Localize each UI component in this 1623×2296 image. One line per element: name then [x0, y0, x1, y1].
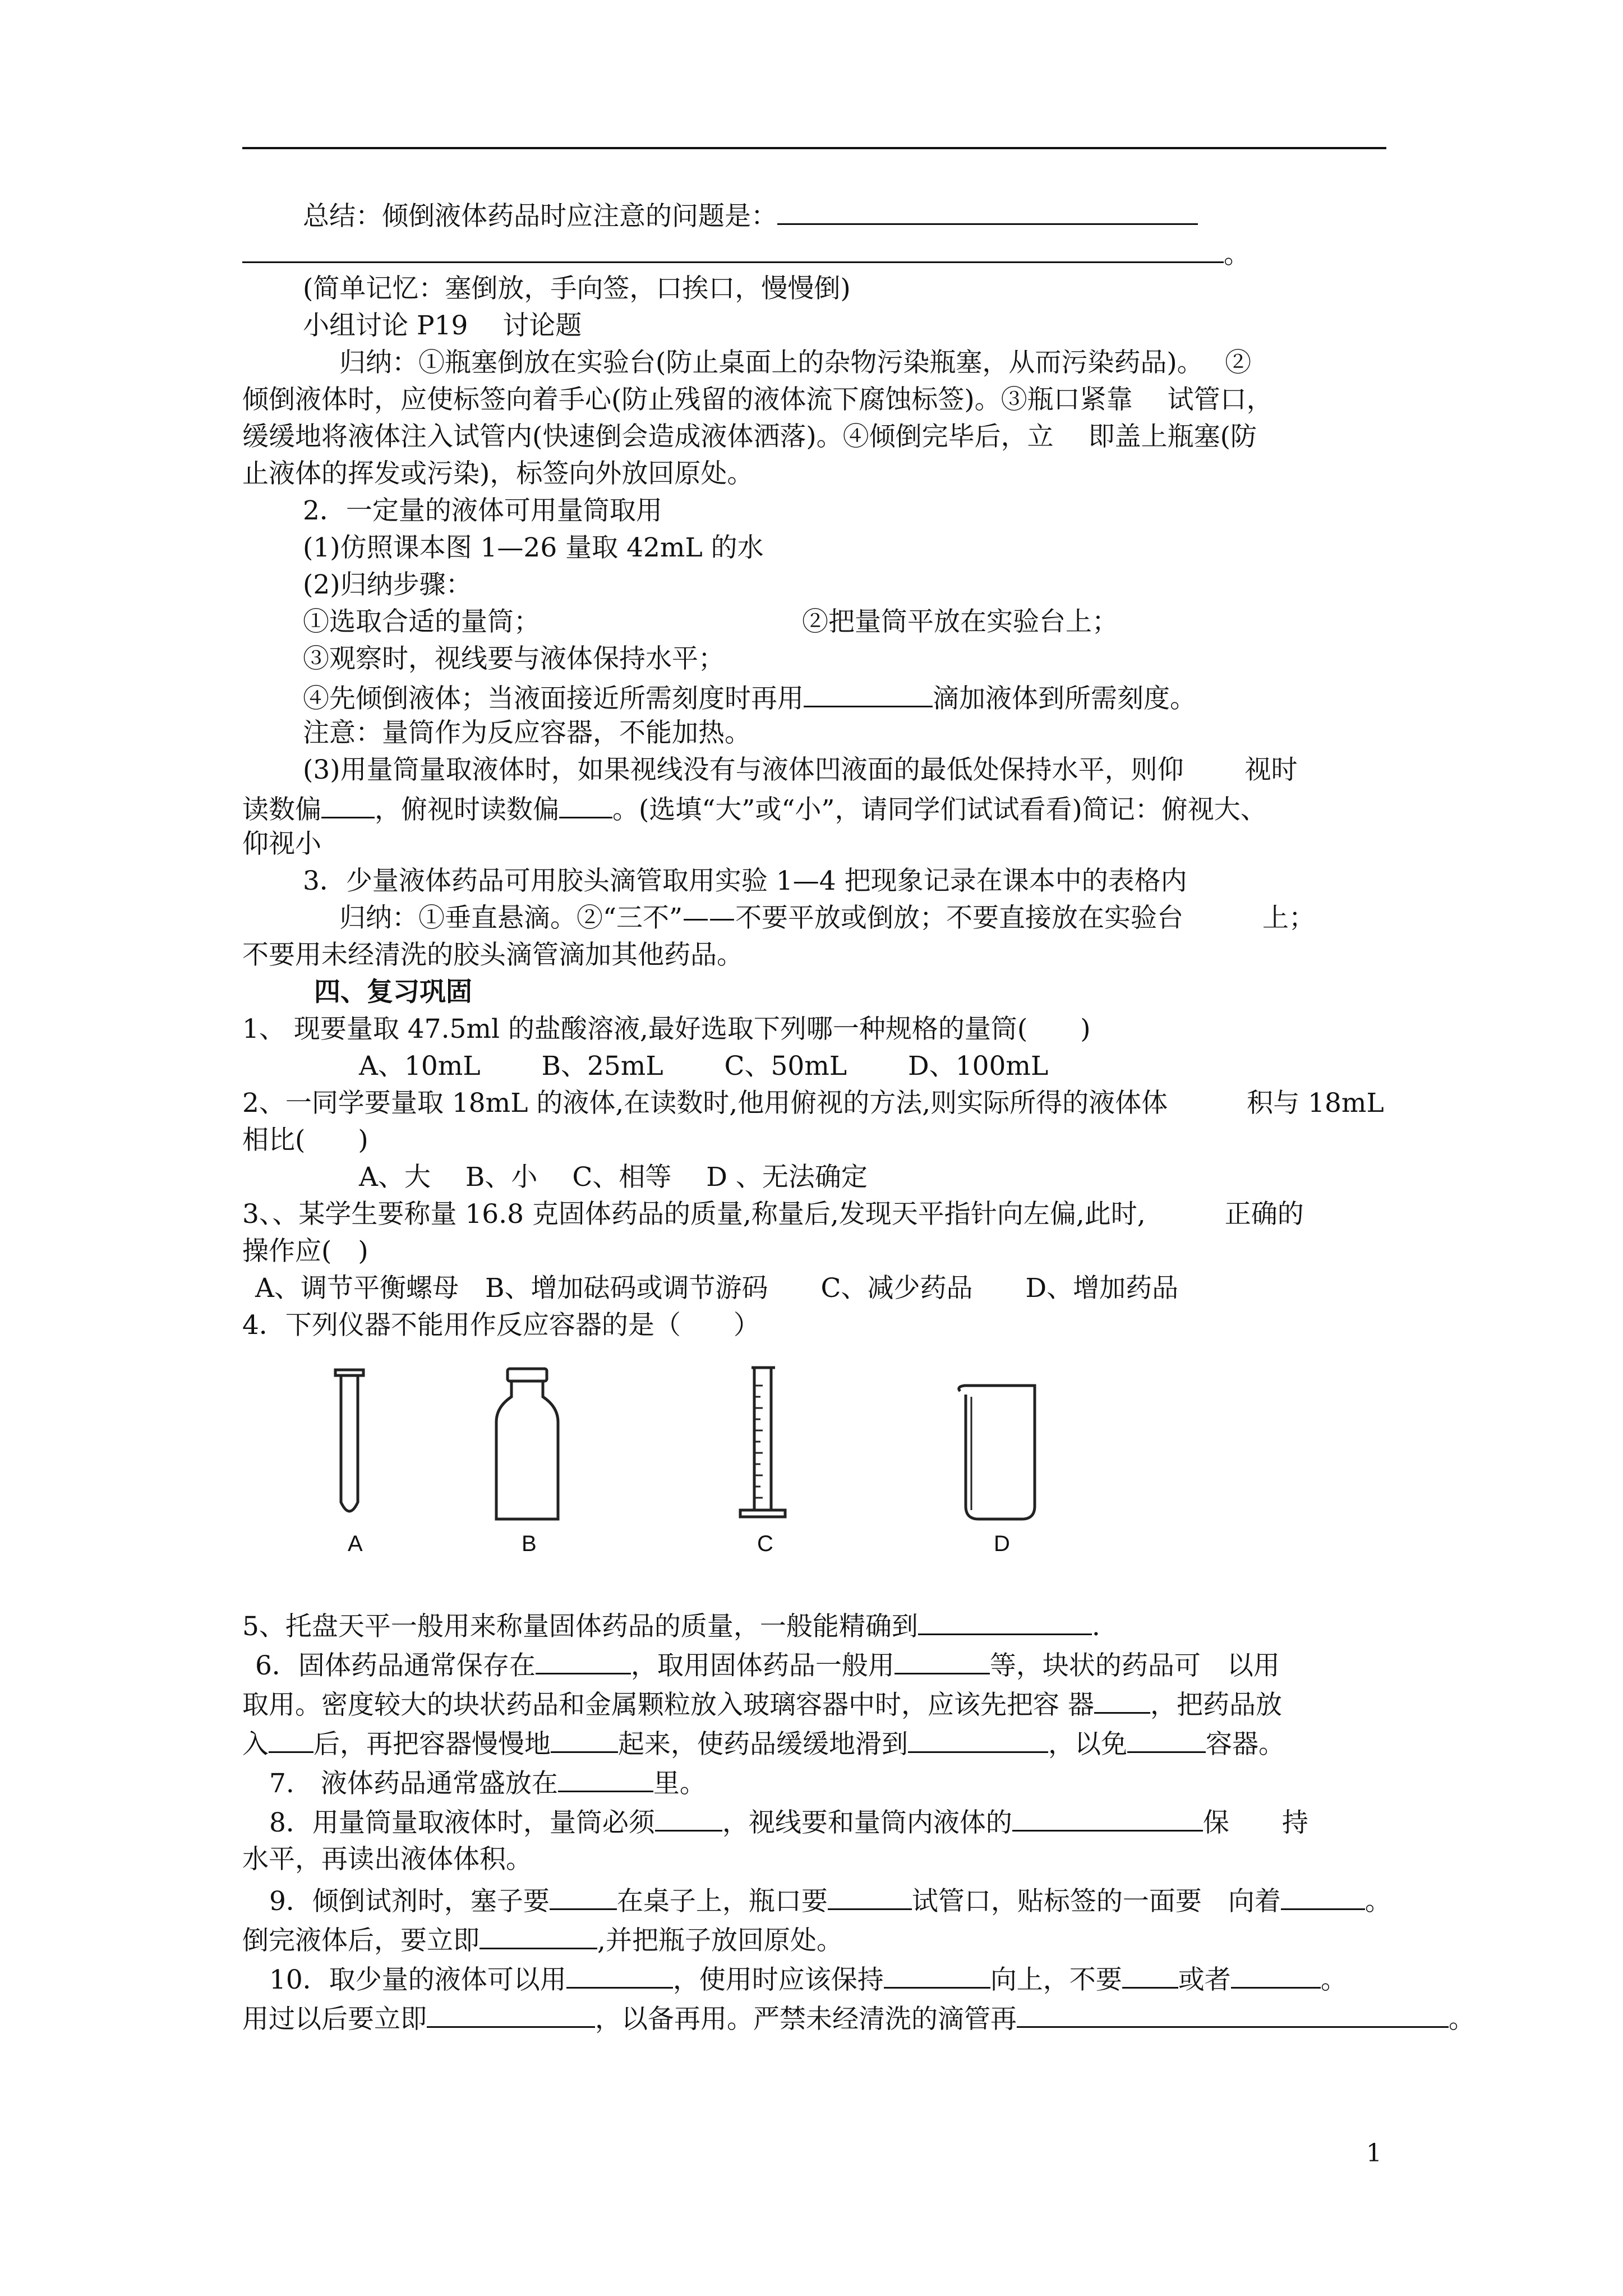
- answer-blank[interactable]: [551, 1724, 618, 1753]
- question-6: 入 后，再把容器慢慢地 起来，使药品缓缓地滑到 ，以免 容器。: [242, 1724, 1285, 1762]
- page-number: 1: [1366, 2139, 1382, 2168]
- question-6: 取用。密度较大的块状药品和金属颗粒放入玻璃容器中时，应该先把容 器 ，把药品放: [242, 1685, 1282, 1723]
- induction-line: 不要用未经清洗的胶头滴管滴加其他药品。: [242, 940, 743, 970]
- answer-blank[interactable]: [1231, 1960, 1321, 1989]
- answer-blank[interactable]: [1017, 1999, 1449, 2028]
- answer-blank[interactable]: [1127, 1724, 1206, 1753]
- step-text: ①选取合适的量筒；: [303, 606, 540, 637]
- question-7: 7. 液体药品通常盛放在 里。: [269, 1764, 706, 1801]
- question-5: 5、托盘天平一般用来称量固体药品的质量，一般能精确到 .: [242, 1607, 1100, 1644]
- question-9: 倒完液体后，要立即 ,并把瓶子放回原处。: [242, 1921, 843, 1958]
- induction-line: 归纳：①垂直悬滴。②“三不”——不要平放或倒放；不要直接放在实验台 上；: [339, 903, 1316, 933]
- answer-blank[interactable]: [559, 790, 612, 818]
- answer-blank[interactable]: [479, 1921, 597, 1949]
- question-text: (3)用量筒量取液体时，如果视线没有与液体凹液面的最低处保持水平，则仰 视时: [303, 754, 1298, 785]
- answer-blank[interactable]: [804, 679, 933, 707]
- induction-line: 缓缓地将液体注入试管内(快速倒会造成液体洒落)。④倾倒完毕后，立 即盖上瓶塞(防: [242, 421, 1257, 452]
- header-rule: [242, 147, 1386, 149]
- step-text: ④先倾倒液体；当液面接近所需刻度时再用 滴加液体到所需刻度。: [303, 679, 1196, 716]
- memo-text: (简单记忆：塞倒放，手向签，口挨口，慢慢倒): [303, 273, 851, 304]
- question-3-options: A、调节平衡螺母 B、增加砝码或调节游码 C、减少药品 D、增加药品: [255, 1273, 1179, 1304]
- question-3: 操作应( ): [242, 1236, 368, 1267]
- answer-blank[interactable]: [1122, 1960, 1178, 1989]
- question-2-options: A、大 B、小 C、相等 D 、无法确定: [359, 1162, 868, 1193]
- instrument-drawings: [314, 1363, 1088, 1531]
- test-tube-icon: [335, 1370, 363, 1511]
- induction-line: 归纳：①瓶塞倒放在实验台(防止桌面上的杂物污染瓶塞，从而污染药品)。 ②: [339, 347, 1252, 378]
- question-1: 1、 现要量取 47.5ml 的盐酸溶液,最好选取下列哪一种规格的量筒( ): [242, 1014, 1091, 1045]
- section-heading: 3．少量液体药品可用胶头滴管取用实验 1—4 把现象记录在课本中的表格内: [303, 866, 1187, 896]
- figure-label-c: C: [757, 1531, 773, 1556]
- question-text: 仰视小: [242, 829, 321, 859]
- answer-blank[interactable]: [895, 1646, 990, 1674]
- question-3: 3、、某学生要称量 16.8 克固体药品的质量,称量后,发现天平指针向左偏,此时, 正确的: [242, 1199, 1304, 1230]
- step-text: (2)归纳步骤：: [303, 569, 472, 600]
- answer-blank[interactable]: [321, 790, 375, 818]
- question-10: 10．取少量的液体可以用 ，使用时应该保持 向上，不要 或者 。: [269, 1960, 1347, 1998]
- discussion-text: 小组讨论 P19 讨论题: [303, 310, 582, 341]
- answer-blank[interactable]: [566, 1960, 673, 1989]
- figure-label-b: B: [522, 1531, 537, 1556]
- section-title: 四、复习巩固: [314, 977, 472, 1007]
- induction-line: 止液体的挥发或污染)，标签向外放回原处。: [242, 458, 754, 489]
- step-text: ②把量筒平放在实验台上；: [802, 606, 1118, 637]
- summary-line: [303, 196, 1198, 234]
- question-2: 2、一同学要量取 18mL 的液体,在读数时,他用俯视的方法,则实际所得的液体体 积与 18mL: [242, 1088, 1384, 1119]
- answer-blank[interactable]: [884, 1960, 990, 1989]
- answer-blank[interactable]: [908, 1724, 1048, 1753]
- answer-blank[interactable]: [918, 1607, 1092, 1635]
- question-8: 水平，再读出液体体积。: [242, 1844, 532, 1875]
- answer-blank[interactable]: [242, 234, 1224, 263]
- question-8: 8．用量筒量取液体时，量筒必须 ，视线要和量筒内液体的 保 持: [269, 1803, 1308, 1841]
- instrument-figure: [314, 1363, 1088, 1565]
- answer-blank[interactable]: [655, 1803, 722, 1832]
- summary-continuation: 。: [242, 234, 1250, 272]
- question-6: 6．固体药品通常保存在 ，取用固体药品一般用 等，块状的药品可 以用: [255, 1646, 1280, 1683]
- question-10: 用过以后要立即 ，以备再用。严禁未经清洗的滴管再 。: [242, 1999, 1475, 2037]
- reagent-bottle-icon: [496, 1369, 558, 1519]
- step-text: ③观察时，视线要与液体保持水平；: [303, 643, 725, 674]
- graduated-cylinder-icon: [740, 1368, 785, 1517]
- step-text: (1)仿照课本图 1—26 量取 42mL 的水: [303, 532, 764, 563]
- question-1-options: A、10mL B、25mL C、50mL D、100mL: [359, 1051, 1049, 1082]
- beaker-icon: [959, 1386, 1035, 1519]
- summary-label: 总结：倾倒液体药品时应注意的问题是：: [303, 201, 777, 232]
- note-text: 注意：量筒作为反应容器，不能加热。: [303, 717, 751, 748]
- answer-blank[interactable]: [427, 1999, 595, 2028]
- answer-blank[interactable]: [777, 196, 1198, 225]
- answer-blank[interactable]: [269, 1724, 313, 1753]
- answer-blank[interactable]: [550, 1881, 617, 1910]
- question-text: 读数偏 ，俯视时读数偏 。(选填“大”或“小”，请同学们试试看看)简记：俯视大、: [242, 790, 1267, 827]
- answer-blank[interactable]: [1094, 1685, 1150, 1714]
- answer-blank[interactable]: [1281, 1881, 1365, 1910]
- figure-label-a: A: [348, 1531, 363, 1556]
- induction-line: 倾倒液体时，应使标签向着手心(防止残留的液体流下腐蚀标签)。③瓶口紧靠 试管口，: [242, 384, 1273, 415]
- answer-blank[interactable]: [558, 1764, 653, 1792]
- answer-blank[interactable]: [1012, 1803, 1203, 1832]
- question-9: 9．倾倒试剂时，塞子要 在桌子上，瓶口要 试管口，贴标签的一面要 向着 。: [269, 1881, 1391, 1919]
- section-heading: 2．一定量的液体可用量筒取用: [303, 495, 662, 526]
- question-2: 相比( ): [242, 1125, 368, 1156]
- question-4: 4．下列仪器不能用作反应容器的是（ ）: [242, 1310, 760, 1341]
- figure-label-d: D: [994, 1531, 1010, 1556]
- answer-blank[interactable]: [536, 1646, 631, 1674]
- answer-blank[interactable]: [828, 1881, 912, 1910]
